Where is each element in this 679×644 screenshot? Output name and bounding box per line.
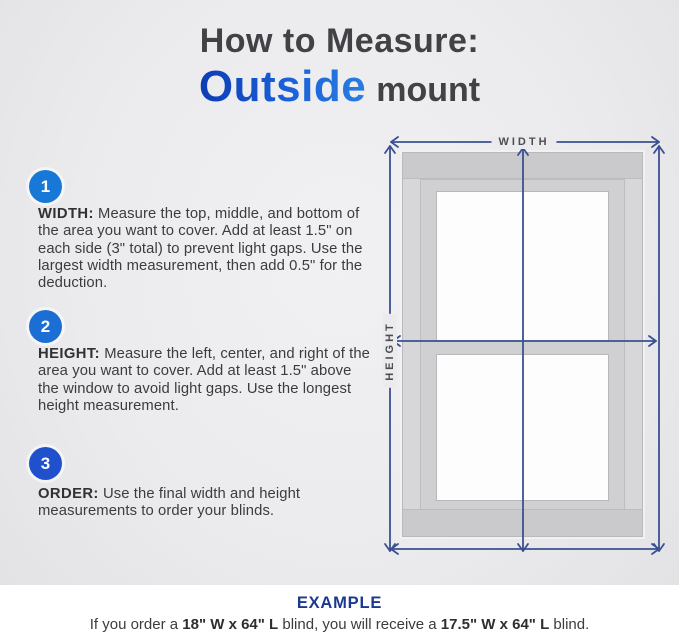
example-suffix: blind. <box>549 616 590 633</box>
title-line2 <box>0 61 679 111</box>
window-top-casing <box>403 153 642 179</box>
title-suffix: mount <box>376 70 481 109</box>
step-2-text <box>38 346 374 415</box>
title-highlight: Outside <box>198 61 367 111</box>
example-middle: blind, you will receive a <box>278 616 441 633</box>
window-frame <box>402 152 643 537</box>
step-3-badge: 3 <box>29 447 62 480</box>
step-1-label: WIDTH: <box>38 206 94 222</box>
step-2-badge: 2 <box>29 310 62 343</box>
example-section <box>0 585 679 644</box>
step-1-badge: 1 <box>29 170 62 203</box>
example-prefix: If you order a <box>89 616 183 633</box>
page-title <box>0 24 679 110</box>
example-receive-size: 17.5" W x 64" L <box>440 616 550 633</box>
width-dimension-label: WIDTH <box>491 135 556 149</box>
window-lower-pane <box>436 354 609 501</box>
example-sentence <box>0 616 679 633</box>
step-3-label: ORDER: <box>38 486 99 502</box>
window-upper-pane <box>436 191 609 341</box>
example-order-size: 18" W x 64" L <box>182 616 279 633</box>
window-sill <box>403 509 642 536</box>
window-sash-frame <box>420 179 625 510</box>
step-3-text <box>38 486 374 521</box>
step-2-body: Measure the left, center, and right of the area you want to cover. Add at least 1.5" above the window to avoid light gaps. Use the longest height measurement. <box>38 346 370 414</box>
example-heading: EXAMPLE <box>296 594 383 612</box>
step-1-text <box>38 206 374 292</box>
step-1-body: Measure the top, middle, and bottom of the area you want to cover. Add at least 1.5" on each side (3" total) to prevent light gaps. Use the largest width measurement, then add 0.5" for the deduction. <box>38 206 363 292</box>
title-line1: How to Measure: <box>199 22 480 60</box>
step-3-body: Use the final width and height measurements to order your blinds. <box>38 486 301 520</box>
height-dimension-label: HEIGHT <box>383 314 397 388</box>
step-2-label: HEIGHT: <box>38 346 100 362</box>
